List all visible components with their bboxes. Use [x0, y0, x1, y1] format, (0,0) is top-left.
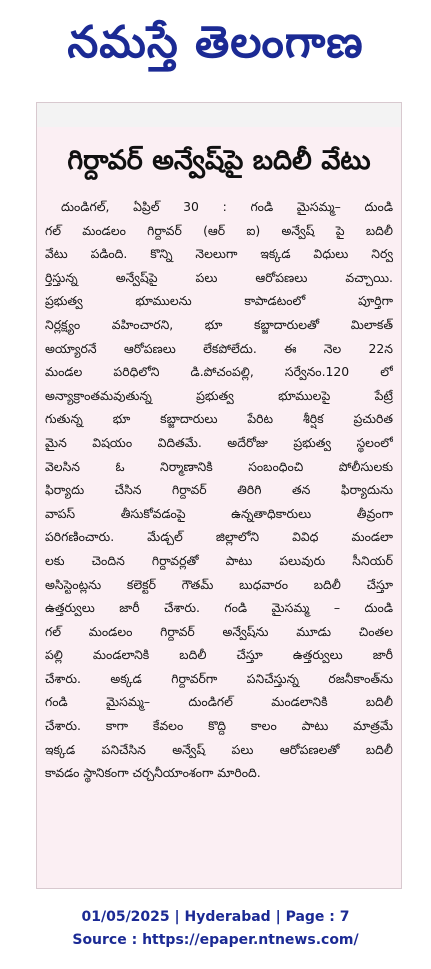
article-line: కావడం స్థానికంగా చర్చనీయాంశంగా మారింది. — [45, 765, 261, 781]
article-line: అసిస్టెంట్లను కలెక్టర్ గౌతమ్ బుధవారం బదిలీ చేస్తూ — [45, 576, 393, 592]
article-line: దుండిగల్, ఏప్రిల్ 30 : గండి మైసమ్మ– దుండి — [61, 199, 393, 214]
article-line: వేటు పడింది. కొన్ని నెలలుగా ఇక్కడ విధులు నిర్వ — [45, 246, 393, 262]
article-line: వాపస్ తీసుకోవడంపై ఉన్నతాధికారులు తీవ్రంగా — [45, 505, 393, 521]
article-line: ఉత్తర్వులు జారీ చేశారు. గండి మైసమ్మ – దుండి — [45, 600, 393, 616]
article-line: అన్యాక్రాంతమవుతున్న ప్రభుత్వ భూములపై పేట్రే — [45, 387, 393, 403]
article-line: పరిగణించారు. మేడ్చల్ జిల్లాలోని వివిధ మండలా — [45, 529, 393, 545]
article-line: చేశారు. కాగా కేవలం కొద్ది కాలం పాటు మాత్రమే — [45, 718, 393, 734]
article-clipping — [36, 102, 402, 889]
article-line: మైన విషయం విదితమే. అదేరోజు ప్రభుత్వ స్థలంలో — [45, 434, 393, 450]
article-line: వెలసిన ఓ నిర్మాణానికి సంబంధించి పోలీసులకు — [45, 458, 393, 474]
article-line: గల్ మండలం గిర్దావర్ అన్వేష్‌ను మూడు చింతల — [45, 623, 393, 639]
newspaper-masthead: నమస్తే తెలంగాణ — [67, 17, 364, 68]
article-line: ర్తిస్తున్న అన్వేష్‌పై పలు ఆరోపణలు వచ్చాయి. — [45, 269, 393, 285]
article-line: లకు చెందిన గిర్దావర్లతో పాటు పలువురు సీనియర్ — [45, 552, 393, 568]
article-body — [45, 195, 393, 785]
article-line: గండి మైసమ్మ– దుండిగల్ మండలానికి బదిలీ — [45, 694, 393, 710]
article-headline: గిర్దావర్ అన్వేష్‌పై బదిలీ వేటు — [67, 145, 371, 176]
article-line: గల్ మండలం గిర్దావర్ (ఆర్ ఐ) అన్వేష్ పై బదిలీ — [45, 222, 393, 238]
clipping-top-strip — [37, 103, 401, 127]
article-line: చేశారు. అక్కడ గిర్దావర్‌గా పనిచేస్తున్న రజనీకాంత్‌ను — [45, 670, 393, 686]
article-line: నిర్లక్ష్యం వహించారని, భూ కబ్జాదారులతో మిలాకత్ — [45, 316, 393, 332]
article-line: మండల పరిధిలోని డి.పోచంపల్లి, సర్వేనం.120 లో — [45, 364, 393, 380]
publication-meta: 01/05/2025 | Hyderabad | Page : 7 — [81, 909, 350, 925]
article-line: గుతున్న భూ కబ్జాదారులు పేరిట శీర్షిక ప్రచురిత — [45, 411, 393, 427]
article-line: ఇక్కడ పనిచేసిన అన్వేష్ పలు ఆరోపణలతో బదిలీ — [45, 741, 393, 757]
article-line: అయ్యారనే ఆరోపణలు లేకపోలేదు. ఈ నెల 22న — [45, 340, 393, 356]
source-url: Source : https://epaper.ntnews.com/ — [72, 932, 359, 948]
article-line: ఫిర్యాదు చేసిన గిర్దావర్ తిరిగి తన ఫిర్యాదును — [45, 482, 393, 498]
article-line: ప్రభుత్వ భూములను కాపాడటంలో పూర్తిగా — [45, 293, 393, 309]
article-line: పల్లి మండలానికి బదిలీ చేస్తూ ఉత్తర్వులు జారీ — [45, 647, 393, 663]
